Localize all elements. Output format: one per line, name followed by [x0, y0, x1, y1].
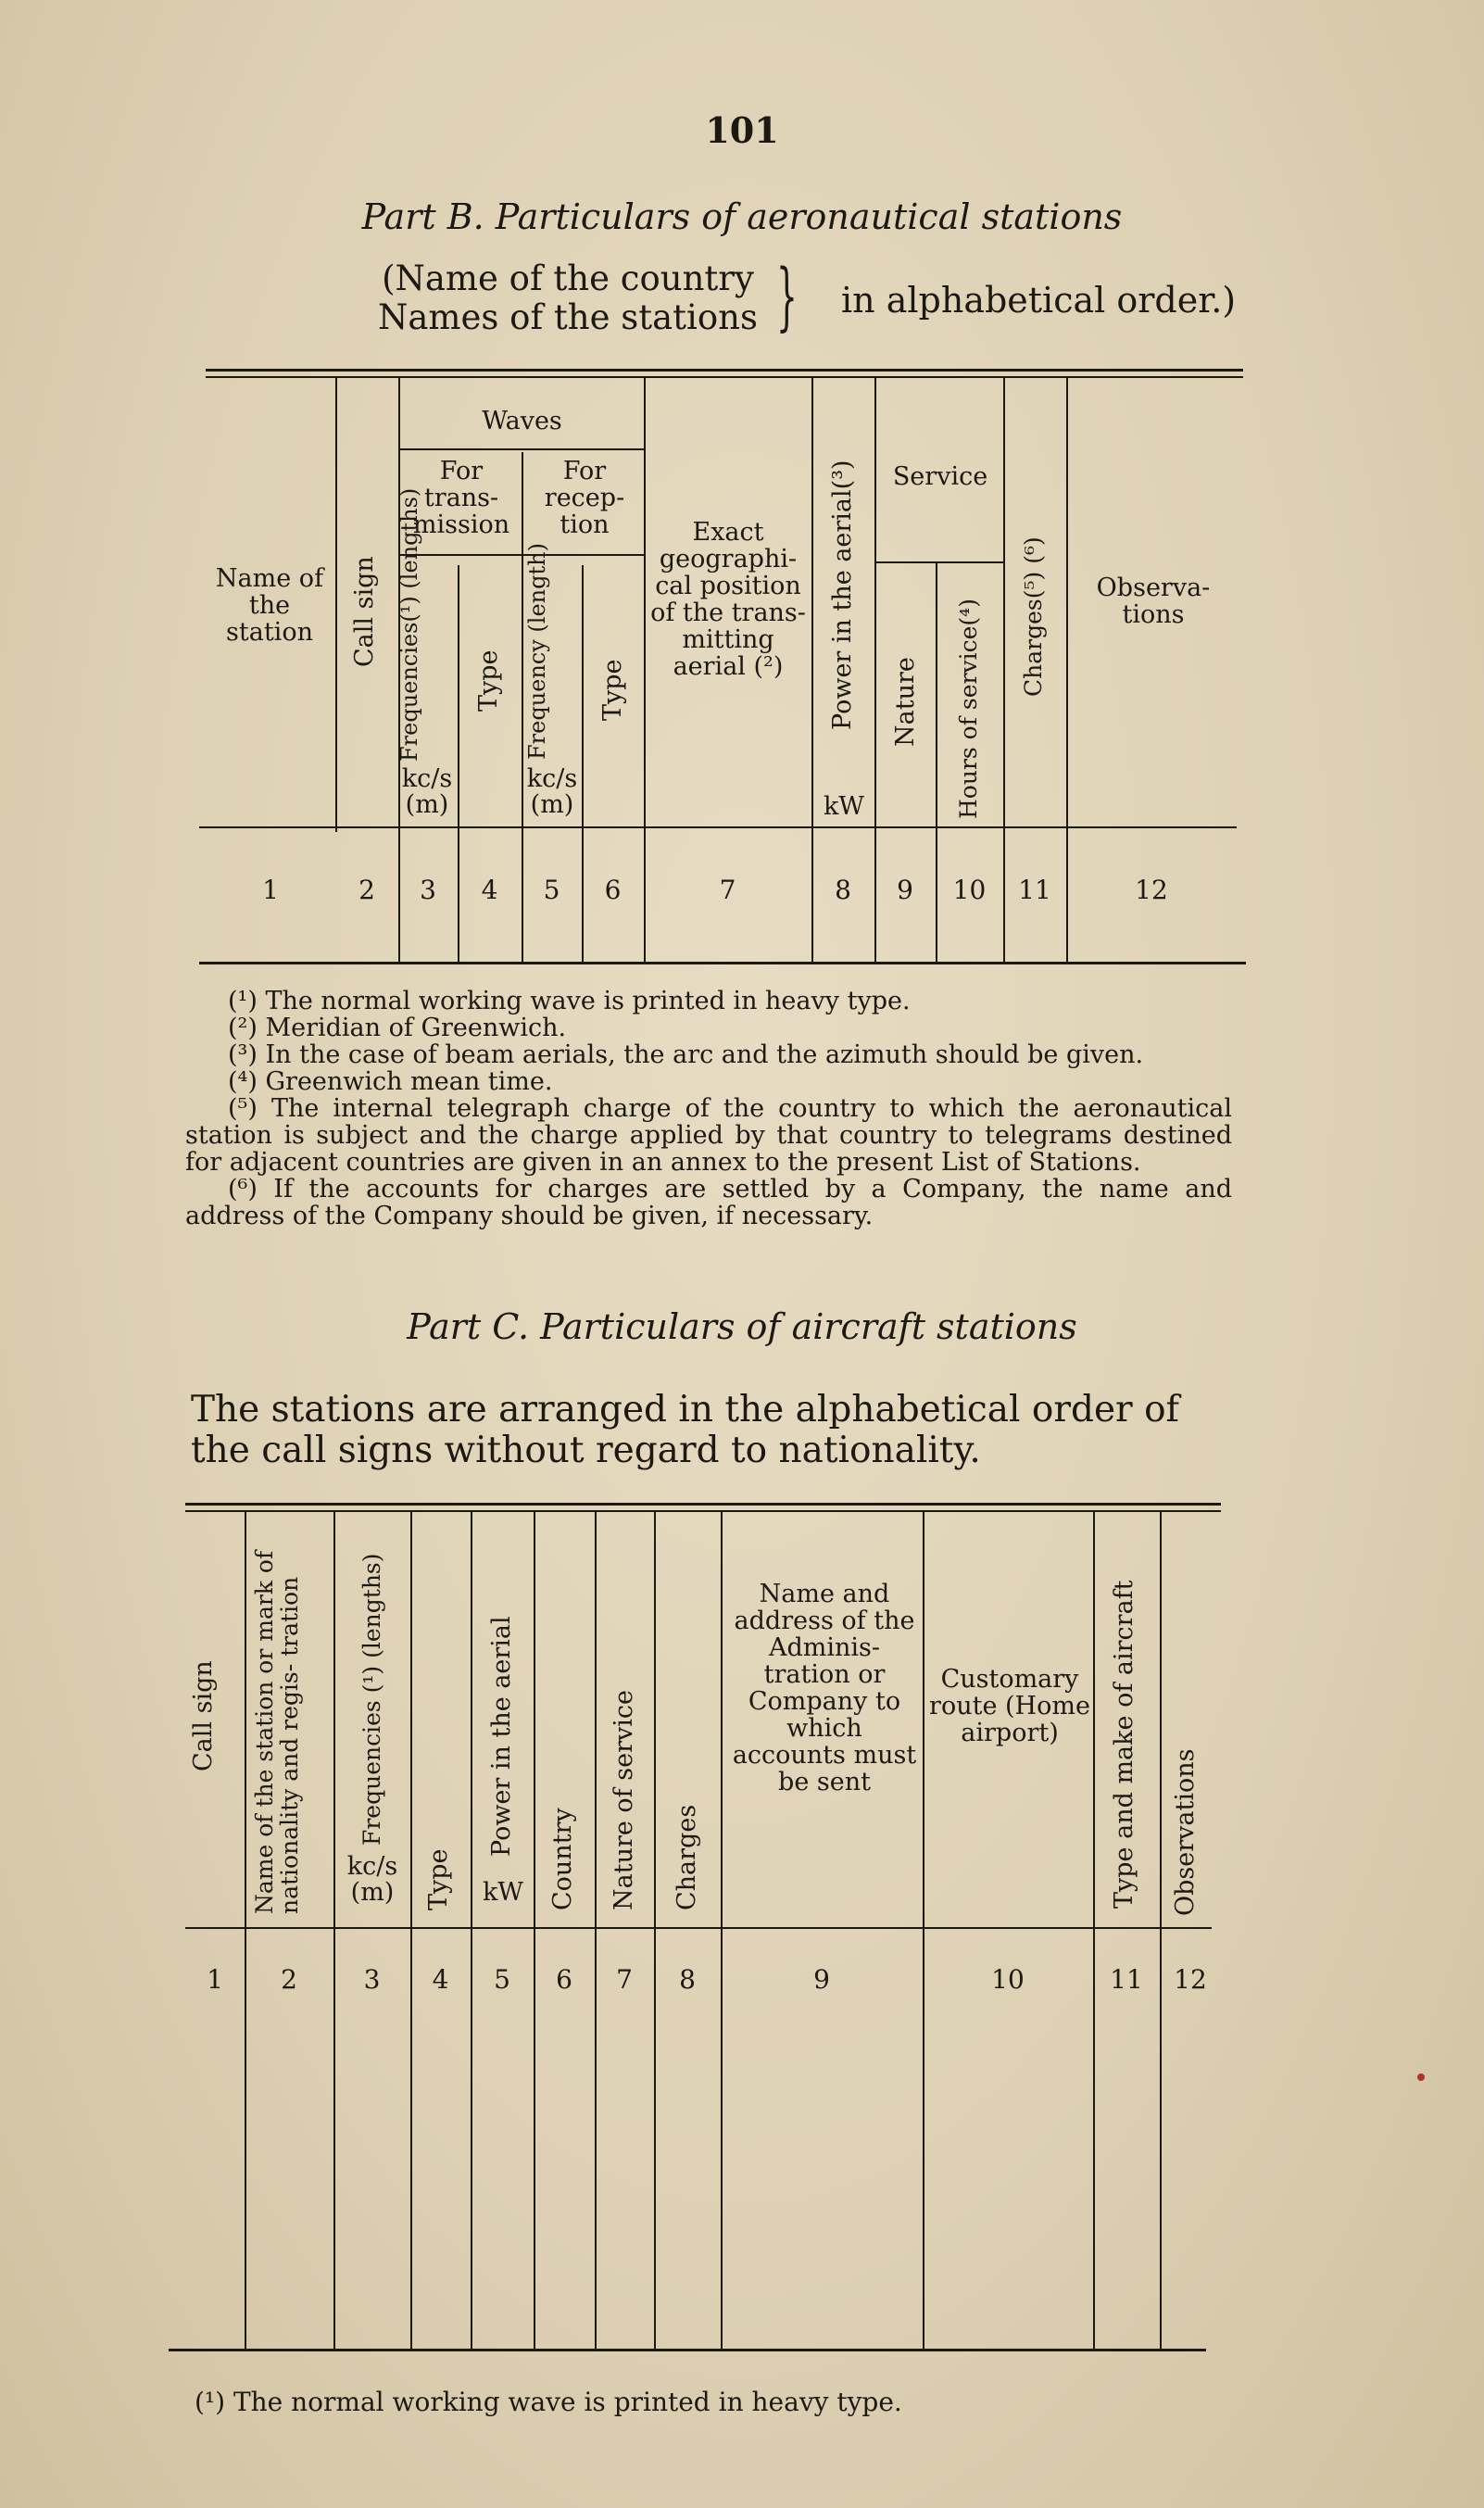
header-type-1: Type [474, 649, 503, 712]
c-header-station-name: Name of the station or mark of nationality and regis- tration [251, 1550, 303, 1914]
col-num-6: 6 [604, 875, 622, 905]
header-for-transmission: For trans- mission [412, 457, 510, 539]
c-header-m: (m) [350, 1878, 395, 1907]
c-header-observations: Observations [1171, 1748, 1200, 1916]
c-col-num-10: 10 [991, 1964, 1025, 1995]
ink-spot [1417, 2073, 1425, 2081]
col-num-9: 9 [897, 875, 913, 905]
header-station-name: Name of the station [215, 564, 324, 647]
part-c-footnote: (¹) The normal working wave is printed in heavy type. [195, 2387, 902, 2417]
c-col-num-8: 8 [679, 1964, 696, 1995]
header-kcs-2: kc/s [526, 764, 578, 793]
c-col-num-5: 5 [494, 1964, 510, 1995]
c-col-num-2: 2 [281, 1964, 297, 1995]
c-col-num-9: 9 [813, 1964, 830, 1995]
c-header-charges: Charges [673, 1804, 701, 1910]
alphabetical-order-text: in alphabetical order.) [841, 280, 1237, 321]
col-num-11: 11 [1018, 875, 1051, 905]
c-header-route: Customary route (Home airport) [929, 1665, 1090, 1747]
footnote-6: (⁶) If the accounts for charges are settled by a Company, the name and address of the Company should be given, if necessary. [185, 1175, 1232, 1230]
footnote-1: (¹) The normal working wave is printed in heavy type. [228, 987, 911, 1015]
header-m-2: (m) [530, 790, 574, 819]
c-col-num-1: 1 [207, 1964, 223, 1995]
header-observations: Observa- tions [1096, 573, 1211, 629]
col-num-7: 7 [719, 875, 736, 905]
header-frequencies: Frequencies(¹) (lengths) [396, 487, 422, 762]
c-header-frequencies: Frequencies (¹) (lengths) [358, 1553, 385, 1846]
header-m-1: (m) [405, 790, 449, 819]
header-frequency: Frequency (length) [524, 543, 550, 760]
header-hours-of-service: Hours of service(⁴) [955, 599, 982, 819]
c-header-call-sign: Call sign [189, 1660, 218, 1771]
brace-icon: } [776, 253, 798, 339]
col-num-3: 3 [420, 875, 436, 905]
header-type-2: Type [598, 659, 627, 721]
header-power: Power in the aerial(³) [828, 460, 857, 730]
c-header-nature: Nature of service [610, 1690, 638, 1910]
footnote-4: (⁴) Greenwich mean time. [228, 1067, 553, 1096]
c-header-admin: Name and address of the Adminis- tration or Company to which accounts must be sent [732, 1580, 917, 1796]
footnote-5: (⁵) The internal telegraph charge of the country to which the aeronautical station is subject and the charge applied by that country to telegrams destined for adjacent countries are given in an annex to the present List of Stations. [185, 1094, 1232, 1177]
col-num-2: 2 [358, 875, 375, 905]
part-b-footnotes [185, 988, 1232, 1229]
c-col-num-3: 3 [363, 1964, 381, 1995]
footnote-2: (²) Meridian of Greenwich. [228, 1014, 567, 1042]
col-num-1: 1 [262, 875, 279, 905]
header-charges: Charges(⁵) (⁶) [1020, 536, 1047, 697]
header-kcs-1: kc/s [401, 764, 453, 793]
page-number: 101 [705, 109, 779, 151]
col-num-12: 12 [1135, 875, 1168, 905]
part-c-title: Part C. Particulars of aircraft stations [407, 1306, 1077, 1347]
c-col-num-6: 6 [556, 1964, 572, 1995]
c-col-num-11: 11 [1110, 1964, 1143, 1995]
part-c-intro: The stations are arranged in the alphabetical order of the call signs without regard to nationality. [191, 1389, 1179, 1471]
name-line-1: (Name of the country [382, 258, 754, 298]
header-waves: Waves [482, 407, 562, 435]
header-service: Service [892, 462, 988, 491]
c-header-type: Type [424, 1848, 453, 1910]
part-b-title: Part B. Particulars of aeronautical stations [361, 196, 1123, 237]
footnote-3: (³) In the case of beam aerials, the arc and the azimuth should be given. [228, 1040, 1144, 1069]
c-header-aircraft: Type and make of aircraft [1110, 1580, 1138, 1909]
c-header-kw: kW [482, 1878, 524, 1907]
header-kw: kW [823, 792, 865, 821]
c-col-num-12: 12 [1174, 1964, 1207, 1995]
header-call-sign: Call sign [350, 556, 379, 667]
col-num-5: 5 [543, 875, 560, 905]
c-header-kcs: kc/s [346, 1852, 398, 1881]
c-header-country: Country [548, 1808, 577, 1910]
c-col-num-7: 7 [616, 1964, 633, 1995]
c-col-num-4: 4 [432, 1964, 449, 1995]
header-exact-position: Exact geographi- cal position of the trans- mitting aerial (²) [650, 518, 806, 681]
col-num-10: 10 [952, 875, 987, 905]
header-nature: Nature [891, 657, 920, 747]
col-num-4: 4 [481, 875, 498, 905]
header-for-reception: For recep- tion [544, 457, 625, 539]
col-num-8: 8 [835, 875, 851, 905]
name-line-2: Names of the stations [378, 297, 758, 337]
c-header-power: Power in the aerial [487, 1616, 516, 1857]
country-station-naming [378, 259, 758, 337]
